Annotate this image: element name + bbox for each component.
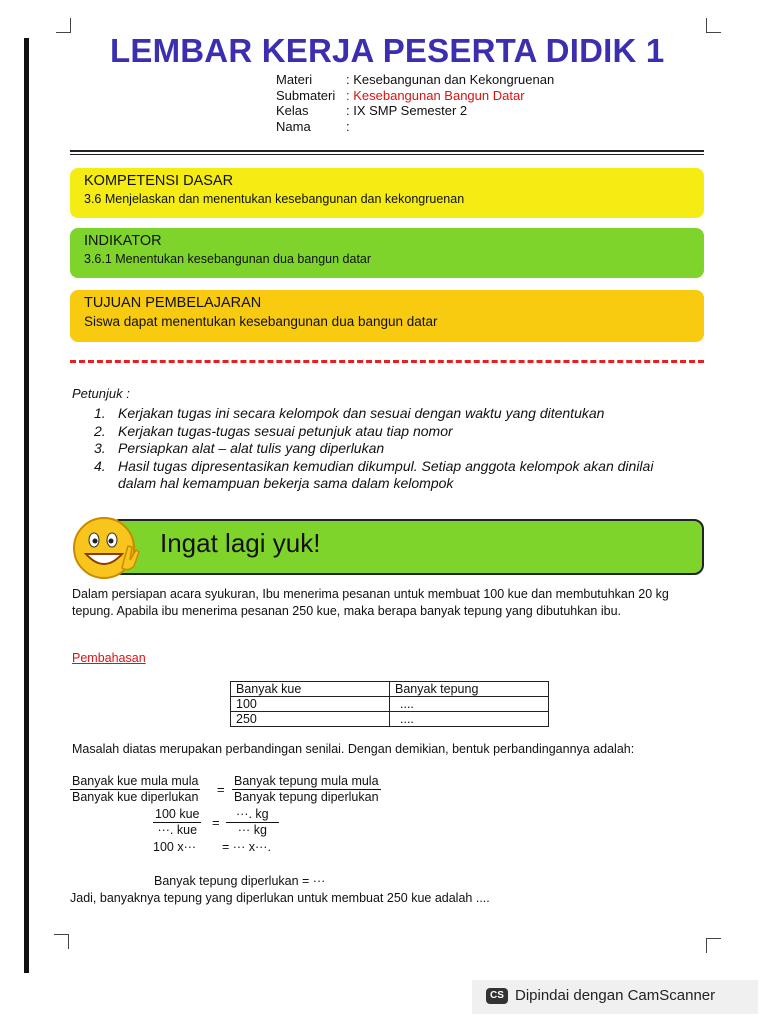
- fraction-kue-values: [153, 807, 201, 838]
- data-table: [230, 681, 549, 727]
- crop-corner-top-right: [706, 18, 721, 33]
- indikator-text: 3.6.1 Menentukan kesebangunan dua bangun datar: [84, 252, 372, 266]
- meta-label: Kelas: [276, 103, 309, 118]
- pembahasan-label: Pembahasan: [72, 651, 146, 665]
- list-item: [94, 458, 694, 493]
- fraction-denominator: ···. kue: [157, 823, 198, 837]
- meta-row-materi: [276, 72, 554, 88]
- table-row: [231, 697, 549, 712]
- banner-text: Ingat lagi yuk!: [160, 528, 321, 558]
- meta-label: Materi: [276, 72, 313, 87]
- table-header: Banyak tepung: [390, 682, 549, 697]
- camscanner-logo: CS: [486, 988, 508, 1004]
- fraction-tepung-values: [226, 807, 279, 838]
- page-title: LEMBAR KERJA PESERTA DIDIK 1: [110, 32, 665, 69]
- fraction-kue: [70, 774, 200, 805]
- indikator-heading: INDIKATOR: [84, 233, 162, 249]
- fraction-numerator: Banyak kue mula mula: [72, 774, 199, 788]
- tujuan-box: [70, 290, 704, 342]
- fraction-numerator: Banyak tepung mula mula: [234, 774, 379, 788]
- table-cell: ....: [390, 712, 549, 727]
- table-cell: 250: [231, 712, 390, 727]
- list-item: [94, 423, 694, 441]
- item-number: 4.: [94, 457, 106, 474]
- cross-multiply-left: 100 x···: [153, 840, 197, 854]
- table-header-row: [231, 682, 549, 697]
- fraction-numerator: 100 kue: [155, 807, 200, 821]
- kompetensi-box: [70, 168, 704, 218]
- indikator-box: [70, 228, 704, 278]
- tepung-result: Banyak tepung diperlukan = ···: [154, 874, 326, 888]
- scan-edge: [24, 38, 29, 973]
- conclusion-text: Jadi, banyaknya tepung yang diperlukan untuk membuat 250 kue adalah ....: [70, 891, 490, 905]
- problem-text: Dalam persiapan acara syukuran, Ibu menerima pesanan untuk membuat 100 kue dan membutuhkan 20 kg tepung. Apabila ibu menerima pesanan 250 kue, maka berapa banyak tepung yang dibutuhkan ibu.: [72, 587, 669, 618]
- meta-value: :: [346, 118, 350, 134]
- meta-value: : IX SMP Semester 2: [346, 103, 468, 118]
- item-text: Kerjakan tugas ini secara kelompok dan sesuai dengan waktu yang ditentukan: [118, 405, 605, 421]
- tujuan-heading: TUJUAN PEMBELAJARAN: [84, 295, 262, 311]
- equals-sign: =: [212, 815, 220, 830]
- crop-corner-bottom-left: [54, 934, 69, 949]
- meta-value: : Kesebangunan Bangun Datar: [346, 87, 525, 103]
- cross-multiply-right: = ··· x···.: [222, 840, 271, 854]
- meta-row-nama: [276, 119, 554, 135]
- item-text: Kerjakan tugas-tugas sesuai petunjuk atau tiap nomor: [118, 422, 453, 439]
- petunjuk-heading: Petunjuk :: [72, 386, 130, 401]
- meta-row-submateri: [276, 88, 554, 104]
- camscanner-text: Dipindai dengan CamScanner: [515, 987, 716, 1004]
- table-header: Banyak kue: [231, 682, 390, 697]
- masalah-text: Masalah diatas merupakan perbandingan senilai. Dengan demikian, bentuk perbandingannya adalah:: [72, 742, 635, 756]
- item-text: Persiapkan alat – alat tulis yang diperlukan: [118, 440, 385, 456]
- kompetensi-text: 3.6 Menjelaskan dan menentukan kesebangunan dan kekongruenan: [84, 192, 465, 206]
- table-row: [231, 712, 549, 727]
- kompetensi-heading: KOMPETENSI DASAR: [84, 173, 234, 189]
- table-cell: ....: [390, 697, 549, 712]
- item-number: 1.: [94, 405, 106, 421]
- fraction-numerator: ···. kg: [226, 807, 279, 823]
- item-text: Hasil tugas dipresentasikan kemudian dikumpul. Setiap anggota kelompok akan dinilai dalam hal kemampuan bekerja sama dalam kelompok: [118, 457, 654, 491]
- tujuan-text: Siswa dapat menentukan kesebangunan dua bangun datar: [84, 314, 438, 329]
- fraction-denominator: Banyak kue diperlukan: [71, 790, 199, 804]
- crop-corner-bottom-right: [706, 938, 721, 953]
- table-cell: 100: [231, 697, 390, 712]
- fraction-tepung: [232, 774, 381, 805]
- divider: [70, 154, 704, 155]
- divider: [70, 150, 704, 152]
- item-number: 2.: [94, 422, 106, 439]
- dashed-divider: [70, 360, 704, 363]
- equals-sign: =: [217, 782, 225, 797]
- meta-row-kelas: [276, 103, 554, 119]
- fraction-denominator: Banyak tepung diperlukan: [233, 790, 379, 804]
- meta-info: [276, 72, 554, 134]
- meta-value: : Kesebangunan dan Kekongruenan: [346, 72, 555, 87]
- meta-label: Nama: [276, 118, 311, 134]
- fraction-denominator: ··· kg: [237, 823, 267, 837]
- smiley-icon: [68, 514, 148, 584]
- list-item: [94, 405, 694, 423]
- petunjuk-list: [94, 405, 694, 493]
- list-item: [94, 440, 694, 458]
- meta-label: Submateri: [276, 87, 336, 103]
- crop-corner-top-left: [56, 18, 71, 33]
- item-number: 3.: [94, 440, 106, 456]
